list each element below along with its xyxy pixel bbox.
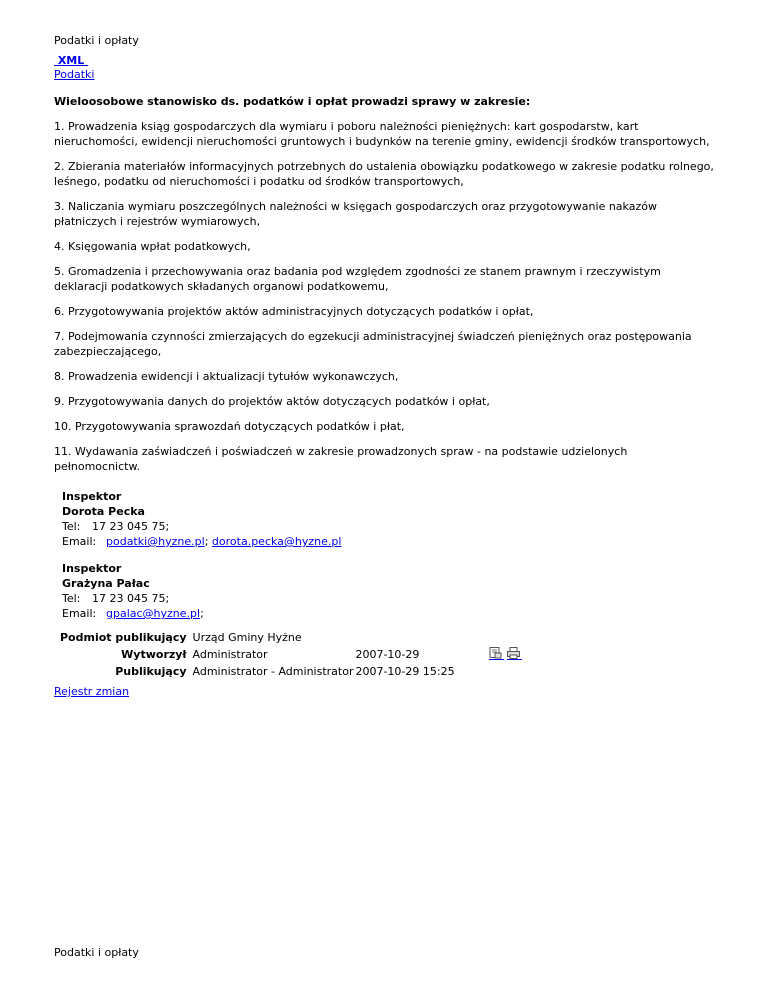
publisher-value: Urząd Gminy Hyżne (192, 631, 302, 644)
contact-phone-row (62, 519, 662, 534)
contact-phone-row (62, 591, 662, 606)
contact-name: Grażyna Pałac (62, 577, 150, 590)
contact-email-row: Email: gpalac@hyzne.pl; (62, 607, 204, 620)
duty-item: 8. Prowadzenia ewidencji i aktualizacji tytułów wykonawczych, (54, 370, 399, 383)
duty-item: 5. Gromadzenia i przechowywania oraz badania pod względem zgodności ze stanem prawnym i rzeczywistym deklaracji podatkowych składanych organowi podatkowemu, (54, 265, 661, 293)
published-label: Publikujący (115, 665, 187, 678)
publisher-label: Podmiot publikujący (60, 631, 187, 644)
email-link[interactable]: podatki@hyzne.pl (106, 535, 205, 548)
change-log-link[interactable]: Rejestr zmian (54, 685, 130, 698)
published-date: 2007-10-29 15:25 (355, 665, 455, 678)
category-link[interactable]: Podatki (54, 68, 95, 81)
print-icon[interactable] (507, 647, 522, 660)
contact-card (62, 489, 662, 549)
published-by: Administrator - Administrator (192, 665, 354, 678)
contact-role: Inspektor (62, 562, 122, 575)
email-label: Email: (62, 607, 97, 620)
duty-item: 7. Podejmowania czynności zmierzających do egzekucji administracyjnej świadczeń pieniężnych oraz postępowania zabezpieczającego, (54, 330, 692, 358)
metadata-table (58, 630, 522, 681)
duty-item: 2. Zbierania materiałów informacyjnych potrzebnych do ustalenia obowiązku podatkowego w zakresie podatku rolnego, leśnego, podatku od nieruchomości i podatku od środków transportowych, (54, 160, 714, 188)
duty-item: 3. Naliczania wymiaru poszczególnych należności w księgach gospodarczych oraz przygotowywanie nakazów płatniczych i rejestrów wymiarowych, (54, 200, 657, 228)
duty-item: 10. Przygotowywania sprawozdań dotyczących podatków i płat, (54, 420, 405, 433)
contact-name: Dorota Pecka (62, 505, 145, 518)
created-label: Wytworzył (121, 648, 187, 661)
duty-item: 6. Przygotowywania projektów aktów administracyjnych dotyczących podatków i opłat, (54, 305, 534, 318)
phone-value: 17 23 045 75; (92, 592, 170, 605)
contact-email-row: Email: podatki@hyzne.pl; dorota.pecka@hyzne.pl (62, 535, 342, 548)
contact-role: Inspektor (62, 490, 122, 503)
contact-card (62, 561, 662, 621)
intro-heading: Wieloosobowe stanowisko ds. podatków i opłat prowadzi sprawy w zakresie: (54, 95, 531, 108)
duty-item: 11. Wydawania zaświadczeń i poświadczeń w zakresie prowadzonych spraw - na podstawie udzielonych pełnomocnictw. (54, 445, 628, 473)
created-date: 2007-10-29 (355, 648, 420, 661)
email-link[interactable]: gpalac@hyzne.pl (106, 607, 201, 620)
footer-title: Podatki i opłaty (54, 946, 139, 959)
page-title: Podatki i opłaty (54, 34, 139, 47)
article-content (54, 94, 714, 484)
duty-item: 9. Przygotowywania danych do projektów aktów dotyczących podatków i opłat, (54, 395, 490, 408)
email-label: Email: (62, 535, 97, 548)
duty-item: 4. Księgowania wpłat podatkowych, (54, 240, 251, 253)
created-by: Administrator (192, 648, 268, 661)
duty-item: 1. Prowadzenia ksiąg gospodarczych dla wymiaru i poboru należności pieniężnych: kart gospodarstw, kart nieruchomości, ewidencji nieruchomości gruntowych i budynków na terenie gminy, ewidencji środków transportowych, (54, 120, 710, 148)
phone-label: Tel: (62, 592, 81, 605)
pdf-icon[interactable] (489, 647, 504, 660)
xml-link[interactable]: XML (54, 54, 89, 67)
email-link[interactable]: dorota.pecka@hyzne.pl (211, 535, 342, 548)
contacts-section (62, 489, 662, 633)
phone-label: Tel: (62, 520, 81, 533)
document-actions (455, 647, 523, 664)
phone-value: 17 23 045 75; (92, 520, 170, 533)
